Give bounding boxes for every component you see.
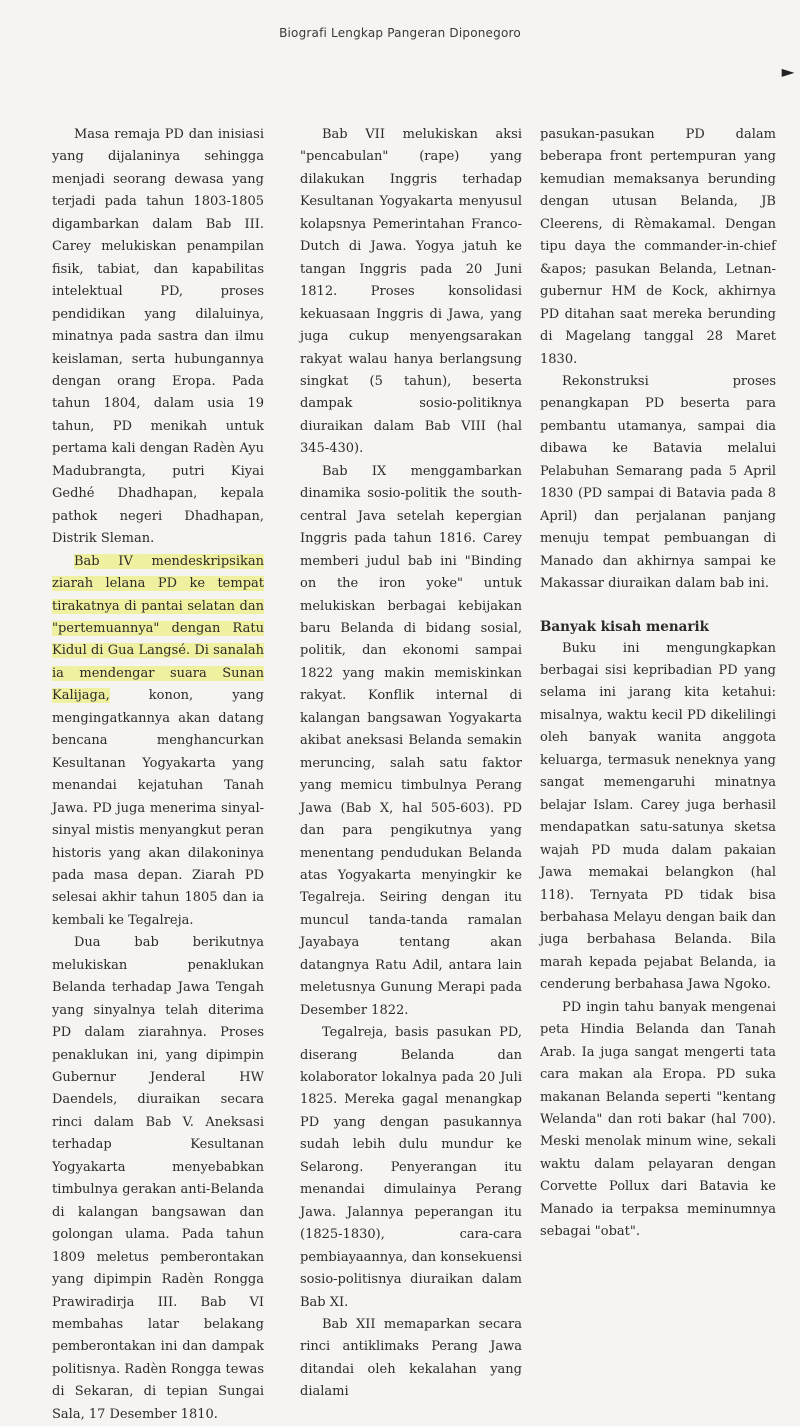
corner-arrow-icon: ▸ xyxy=(781,62,795,81)
paragraph: PD ingin tahu banyak mengenai peta Hindia Belanda dan Tanah Arab. Ia juga sangat mengerti tata cara makan ala Eropa. PD suka makanan Belanda seperti "kentang Welanda" dan roti bakar (hal 700). Meski menolak minum wine, sekali waktu dalam pelayaran dengan Corvette Pollux dari Batavia ke Manado ia terpaksa meminumnya sebagai "obat". xyxy=(540,999,776,1240)
section-subheading: Banyak kisah menarik xyxy=(540,618,709,635)
paragraph: Buku ini mengungkapkan berbagai sisi kepribadian PD yang selama ini jarang kita ketahui: misalnya, waktu kecil PD dikelilingi oleh banyak wanita anggota keluarga, termasuk neneknya yang sangat memengaruhi minatnya belajar Islam. Carey juga berhasil mendapatkan satu-satunya sketsa wajah PD muda dalam pakaian Jawa memakai belangkon (hal 118). Ternyata PD tidak bisa berbahasa Melayu dengan baik dan juga berbahasa Belanda. Bila marah kepada pejabat Belanda, ia cenderung berbahasa Jawa Ngoko. xyxy=(540,640,776,993)
paragraph: Bab XII memaparkan secara rinci antiklimaks Perang Jawa ditandai oleh kekalahan yang dialami xyxy=(300,1317,522,1400)
paragraph: Bab VII melukiskan aksi "pencabulan" (rape) yang dilakukan Inggris terhadap Kesultanan Yogyakarta menyusul kolapsnya Pemerintahan Franco-Dutch di Jawa. Yogya jatuh ke tangan Inggris pada 20 Juni 1812. Proses konsolidasi kekuasaan Inggris di Jawa, yang juga cukup menyengsarakan rakyat walau hanya berlangsung singkat (5 tahun), beserta dampak sosio-politiknya diuraikan dalam Bab VIII (hal 345-430). xyxy=(300,127,522,457)
paragraph: Rekonstruksi proses penangkapan PD beserta para pembantu utamanya, sampai dia dibawa ke Batavia melalui Pelabuhan Semarang pada 5 April 1830 (PD sampai di Batavia pada 8 April) dan perjalanan panjang menuju tempat pembuangan di Manado dan akhirnya sampai ke Makassar diuraikan dalam bab ini. xyxy=(540,373,776,592)
paragraph: pasukan-pasukan PD dalam beberapa front pertempuran yang kemudian memaksanya berunding dengan utusan Belanda, JB Cleerens, di Rèmakamal. Dengan tipu daya the commander-in-chief &apos; pasukan Belanda, Letnan-gubernur HM de Kock, akhirnya PD ditahan saat mereka berunding di Magelang tanggal 28 Maret 1830. xyxy=(540,127,776,367)
paragraph: Tegalreja, basis pasukan PD, diserang Belanda dan kolaborator lokalnya pada 20 Juli 1825. Mereka gagal menangkap PD yang dengan pasukannya sudah lebih dulu mundur ke Selarong. Penyerangan itu menandai dimulainya Perang Jawa. Jalannya peperangan itu (1825-1830), cara-cara pembiayaannya, dan konsekuensi sosio-politisnya diuraikan dalam Bab XI. xyxy=(300,1025,522,1310)
column-3 xyxy=(540,124,776,1244)
column-1 xyxy=(52,124,264,1426)
paragraph: Masa remaja PD dan inisiasi yang dijalaninya sehingga menjadi seorang dewasa yang terjadi pada tahun 1803-1805 digambarkan dalam Bab III. Carey melukiskan penampilan fisik, tabiat, dan kapabilitas intelektual PD, proses pendidikan yang dilaluinya, minatnya pada sastra dan ilmu keislaman, serta hubungannya dengan orang Eropa. Pada tahun 1804, dalam usia 19 tahun, PD menikah untuk pertama kali dengan Radèn Ayu Madubrangta, putri Kiyai Gedhé Dhadhapan, kepala pathok negeri Dhadhapan, Distrik Sleman. xyxy=(52,127,264,547)
paragraph-highlighted xyxy=(52,551,264,933)
paragraph-text: konon, yang mengingatkannya akan datang bencana menghancurkan Kesultanan Yogyakarta yang menandai kejatuhan Tanah Jawa. PD juga menerima sinyal-sinyal mistis menyangkut peran historis yang akan dilakoninya pada masa depan. Ziarah PD selesai akhir tahun 1805 dan ia kembali ke Tegalreja. xyxy=(52,688,264,928)
column-2 xyxy=(300,124,522,1404)
running-title: Biografi Lengkap Pangeran Diponegoro xyxy=(279,26,521,40)
highlighted-text: Bab IV mendeskripsikan ziarah lelana PD ke tempat tirakatnya di pantai selatan dan "pertemuannya" dengan Ratu Kidul di Gua Langsé. Di sanalah ia mendengar suara Sunan Kalijaga, xyxy=(52,553,264,704)
paragraph: Dua bab berikutnya melukiskan penaklukan Belanda terhadap Jawa Tengah yang sinyalnya telah diterima PD dalam ziarahnya. Proses penaklukan ini, yang dipimpin Gubernur Jenderal HW Daendels, diuraikan secara rinci dalam Bab V. Aneksasi terhadap Kesultanan Yogyakarta menyebabkan timbulnya gerakan anti-Belanda di kalangan bangsawan dan golongan ulama. Pada tahun 1809 meletus pemberontakan yang dipimpin Radèn Rongga Prawiradirja III. Bab VI membahas latar belakang pemberontakan ini dan dampak politisnya. Radèn Rongga tewas di Sekaran, di tepian Sungai Sala, 17 Desember 1810. xyxy=(52,935,264,1422)
paragraph: Bab IX menggambarkan dinamika sosio-politik the south-central Java setelah kepergian Inggris pada tahun 1816. Carey memberi judul bab ini "Binding on the iron yoke" untuk melukiskan berbagai kebijakan baru Belanda di bidang sosial, politik, dan ekonomi sampai 1822 yang makin memiskinkan rakyat. Konflik internal di kalangan bangsawan Yogyakarta akibat aneksasi Belanda semakin meruncing, salah satu faktor yang memicu timbulnya Perang Jawa (Bab X, hal 505-603). PD dan para pengikutnya yang menentang pendudukan Belanda atas Yogyakarta menyingkir ke Tegalreja. Seiring dengan itu muncul tanda-tanda ramalan Jayabaya tentang akan datangnya Ratu Adil, antara lain meletusnya Gunung Merapi pada Desember 1822. xyxy=(300,463,522,1018)
